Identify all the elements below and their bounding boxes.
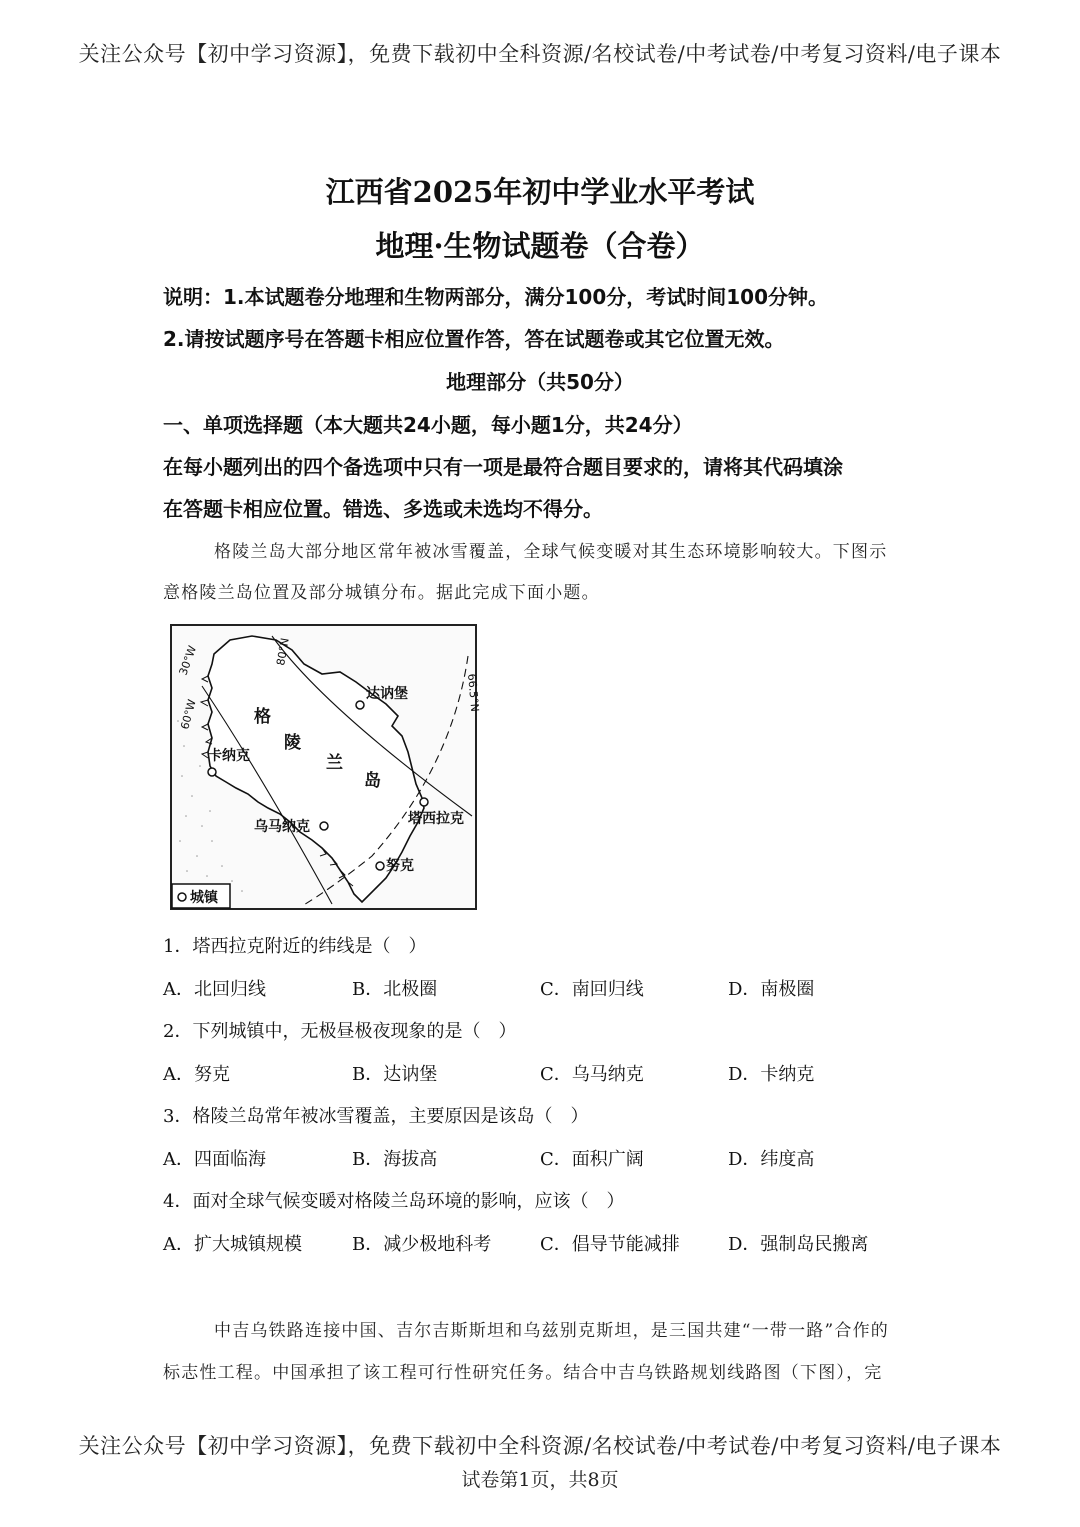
question-4: 4．面对全球气候变暖对格陵兰岛环境的影响，应该（ ） — [163, 1191, 625, 1212]
town-marker-umanak — [320, 822, 328, 830]
town-umanak: 乌马纳克 — [254, 819, 310, 835]
greenland-map-svg — [172, 626, 482, 908]
part-instruction-2: 在答题卡相应位置。错选、多选或未选均不得分。 — [163, 497, 603, 521]
instruction-1: 说明：1.本试题卷分地理和生物两部分，满分100分，考试时间100分钟。 — [163, 285, 829, 309]
part-instruction-1: 在每小题列出的四个备选项中只有一项是最符合题目要求的，请将其代码填涂 — [163, 455, 843, 479]
q1-option-d: D．南极圈 — [728, 979, 815, 1000]
island-char-1: 格 — [254, 707, 271, 727]
section-title: 地理部分（共50分） — [446, 370, 634, 394]
q1-option-c: C．南回归线 — [540, 979, 644, 1000]
label-30w: 30°W — [176, 644, 200, 678]
question-3: 3．格陵兰岛常年被冰雪覆盖，主要原因是该岛（ ） — [163, 1106, 589, 1127]
top-banner: 关注公众号【初中学习资源】，免费下载初中全科资源/名校试卷/中考试卷/中考复习资料/电子课本 — [78, 42, 1002, 66]
town-tasiilaq: 塔西拉克 — [408, 811, 464, 827]
q3-option-b: B．海拔高 — [352, 1149, 438, 1170]
q4-option-a: A．扩大城镇规模 — [163, 1234, 302, 1255]
instruction-2: 2.请按试题序号在答题卡相应位置作答，答在试题卷或其它位置无效。 — [163, 327, 785, 351]
q2-option-a: A．努克 — [163, 1064, 230, 1085]
town-marker-nuuk — [376, 862, 384, 870]
exam-subtitle: 地理·生物试题卷（合卷） — [375, 229, 705, 263]
town-marker-danaborg — [356, 701, 364, 709]
q3-option-d: D．纬度高 — [728, 1149, 815, 1170]
passage1-line1: 格陵兰岛大部分地区常年被冰雪覆盖，全球气候变暖对其生态环境影响较大。下图示 — [214, 542, 888, 562]
question-2: 2．下列城镇中，无极昼极夜现象的是（ ） — [163, 1021, 517, 1042]
label-60w: 60°W — [178, 698, 199, 731]
q2-option-b: B．达讷堡 — [352, 1064, 438, 1085]
page-number: 试卷第1页，共8页 — [461, 1469, 619, 1491]
q2-option-d: D．卡纳克 — [728, 1064, 815, 1085]
passage2-line1: 中吉乌铁路连接中国、吉尔吉斯斯坦和乌兹别克斯坦，是三国共建“一带一路”合作的 — [214, 1321, 889, 1341]
q1-option-a: A．北回归线 — [163, 979, 266, 1000]
town-kanak: 卡纳克 — [208, 748, 250, 764]
bottom-banner: 关注公众号【初中学习资源】，免费下载初中全科资源/名校试卷/中考试卷/中考复习资料/电子课本 — [78, 1434, 1002, 1458]
town-marker-kanak — [208, 768, 216, 776]
legend-label: 城镇 — [190, 890, 218, 906]
island-char-2: 陵 — [284, 733, 301, 753]
passage2-line2: 标志性工程。中国承担了该工程可行性研究任务。结合中吉乌铁路规划线路图（下图），完 — [163, 1363, 883, 1383]
town-danaborg: 达讷堡 — [366, 686, 408, 702]
greenland-map — [170, 624, 482, 910]
q4-option-d: D．强制岛民搬离 — [728, 1234, 869, 1255]
exam-title: 江西省2025年初中学业水平考试 — [325, 175, 755, 209]
town-nuuk: 努克 — [386, 858, 414, 874]
label-66-5n: 66.5°N — [465, 673, 482, 713]
q4-option-c: C．倡导节能减排 — [540, 1234, 680, 1255]
legend-town-marker — [178, 893, 186, 901]
q2-option-c: C．乌马纳克 — [540, 1064, 644, 1085]
q3-option-c: C．面积广阔 — [540, 1149, 644, 1170]
island-char-3: 兰 — [326, 753, 343, 773]
part-title: 一、单项选择题（本大题共24小题，每小题1分，共24分） — [163, 413, 693, 437]
label-80n: 80°N — [274, 636, 292, 667]
q3-option-a: A．四面临海 — [163, 1149, 266, 1170]
town-marker-tasiilaq — [420, 798, 428, 806]
passage1-line2: 意格陵兰岛位置及部分城镇分布。据此完成下面小题。 — [163, 583, 600, 603]
q1-option-b: B．北极圈 — [352, 979, 438, 1000]
island-char-4: 岛 — [364, 771, 381, 791]
q4-option-b: B．减少极地科考 — [352, 1234, 492, 1255]
question-1: 1．塔西拉克附近的纬线是（ ） — [163, 936, 427, 957]
